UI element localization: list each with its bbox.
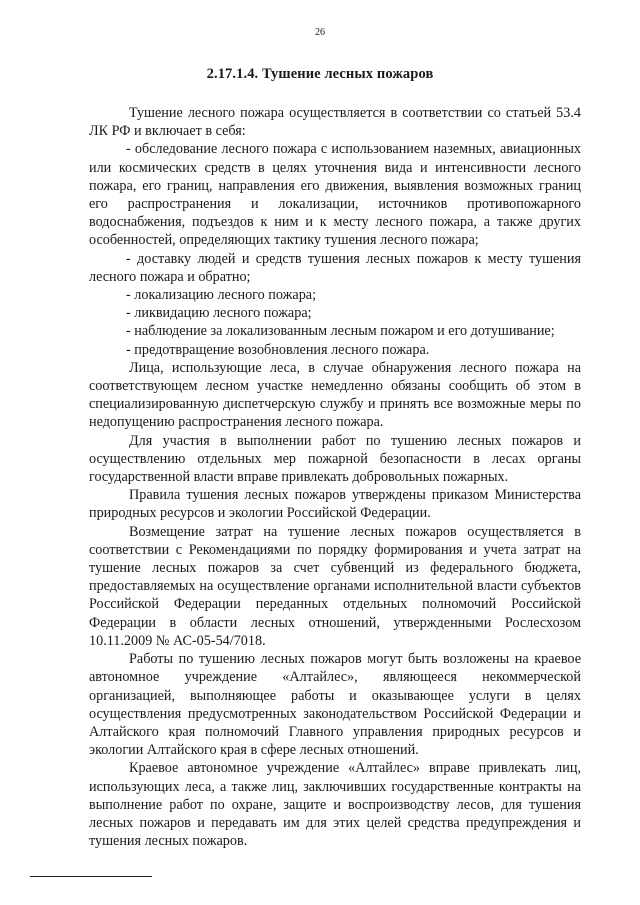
body-text <box>89 104 581 850</box>
section-heading: 2.17.1.4. Тушение лесных пожаров <box>206 66 434 82</box>
list-item-localization: - локализацию лесного пожара; <box>126 287 317 304</box>
paragraph-altayles-works: Работы по тушению лесных пожаров могут быть возложены на краевое автономное учреждение «Алтайлес», являющееся некоммерческой организацией, выполняющее работы и оказывающее услуги в целях осуществления предусмотренных законодательством Российской Федерации и Алтайского края полномочий Главного управления природных ресурсов и экологии Алтайского края в сфере лесных отношений. <box>89 651 581 759</box>
list-item-prevention: - предотвращение возобновления лесного пожара. <box>126 341 430 358</box>
paragraph-forest-users: Лица, использующие леса, в случае обнаружения лесного пожара на соответствующем лесном участке немедленно обязаны сообщить об этом в специализированную диспетчерскую службу и принять все возможные меры по недопущению распространения лесного пожара. <box>89 359 581 431</box>
list-item-liquidation: - ликвидацию лесного пожара; <box>126 305 312 322</box>
list-item-survey: - обследование лесного пожара с использованием наземных, авиационных или космических средств в целях уточнения вида и интенсивности лесного пожара, его границ, направления его движения, выявления возможных границ его распространения и локализации, источников противопожарного водоснабжения, подъездов к ним и к месту лесного пожара, а также других особенностей, определяющих тактику тушения лесного пожара; <box>89 141 581 249</box>
paragraph-reimbursement: Возмещение затрат на тушение лесных пожаров осуществляется в соответствии с Рекомендациями по порядку формирования и учета затрат на тушение лесных пожаров за счет субвенций из федерального бюджета, предоставляемых на осуществление органами исполнительной власти субъектов Российской Федерации переданных отдельных полномочий Российской Федерации в области лесных отношений, утвержденными Рослесхозом 10.11.2009 № АС-05-54/7018. <box>89 523 581 649</box>
paragraph-volunteers: Для участия в выполнении работ по тушению лесных пожаров и осуществлению отдельных мер пожарной безопасности в лесах органы государственной власти вправе привлекать добровольных пожарных. <box>89 432 581 486</box>
list-item-monitoring: - наблюдение за локализованным лесным пожаром и его дотушивание; <box>126 323 555 340</box>
paragraph-intro: Тушение лесного пожара осуществляется в соответствии со статьей 53.4 ЛК РФ и включает в себя: <box>89 105 581 140</box>
page-number: 26 <box>315 27 325 38</box>
list-item-delivery: - доставку людей и средств тушения лесных пожаров к месту тушения лесного пожара и обратно; <box>89 250 581 285</box>
footnote-divider <box>30 876 152 877</box>
paragraph-altayles-rights: Краевое автономное учреждение «Алтайлес» вправе привлекать лиц, использующих леса, а также лиц, заключивших государственные контракты на выполнение работ по охране, защите и воспроизводству лесов, для тушения лесных пожаров и передавать им для этих целей средства предупреждения и тушения лесных пожаров. <box>89 760 581 850</box>
paragraph-rules: Правила тушения лесных пожаров утверждены приказом Министерства природных ресурсов и экологии Российской Федерации. <box>89 487 581 522</box>
